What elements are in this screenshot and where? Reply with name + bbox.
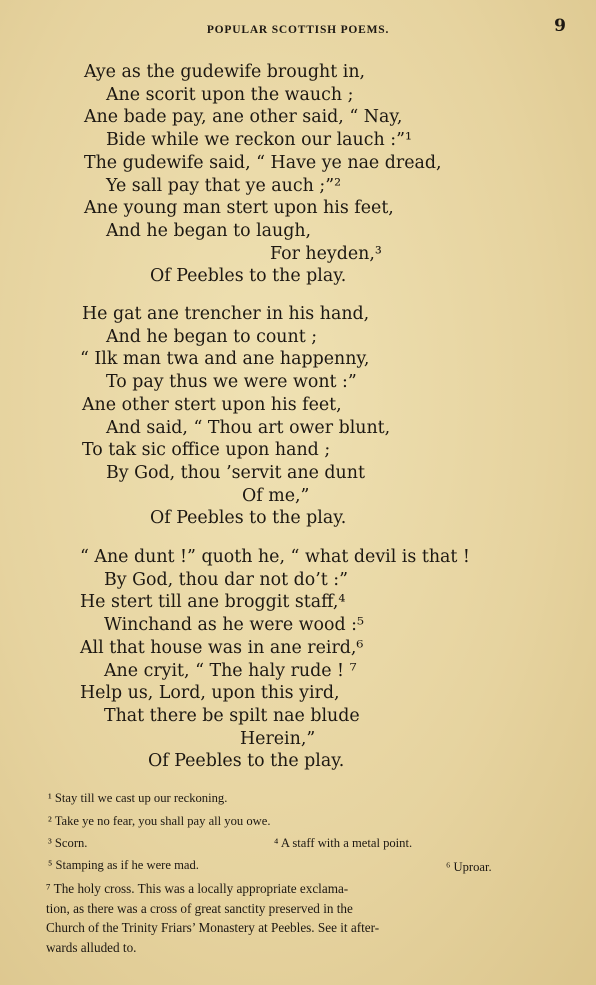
verse-line: By God, thou dar not do’t :”	[104, 569, 348, 590]
footnote-7-line: ⁷ The holy cross. This was a locally appropriate exclama-	[46, 881, 349, 896]
verse-line: By God, thou ’servit ane dunt	[106, 462, 365, 483]
verse-line: Ane scorit upon the wauch ;	[106, 84, 354, 105]
verse-line: To pay thus we were wont :”	[106, 372, 357, 393]
verse-line: For heyden,³	[270, 243, 382, 264]
verse-line: Ane bade pay, ane other said, “ Nay,	[84, 107, 403, 128]
verse-line: Bide while we reckon our lauch :”¹	[106, 130, 412, 151]
verse-line: And he began to count ;	[106, 326, 318, 347]
verse-line: And said, “ Thou art ower blunt,	[106, 417, 391, 438]
footnote-7	[46, 879, 568, 957]
verse-line: Aye as the gudewife brought in,	[84, 62, 366, 82]
footnote-4: ⁴ A staff with a metal point.	[274, 836, 413, 850]
verse-line: Ane cryit, “ The haly rude ! ⁷	[104, 660, 357, 681]
verse-line: Winchand as he were wood :⁵	[104, 615, 364, 636]
verse-line: Of me,”	[242, 485, 310, 506]
verse-line: He stert till ane broggit staff,⁴	[80, 592, 346, 613]
verse-line: To tak sic office upon hand ;	[82, 440, 331, 461]
verse-line: Of Peebles to the play.	[148, 751, 345, 772]
verse-line: Ye sall pay that ye auch ;”²	[106, 175, 342, 196]
footnote-7-line: wards alluded to.	[46, 939, 137, 955]
verse-line: The gudewife said, “ Have ye nae dread,	[84, 152, 442, 173]
verse-line: “ Ilk man twa and ane happenny,	[80, 349, 370, 370]
verse-line: Of Peebles to the play.	[150, 508, 347, 529]
footnote-7-line: tion, as there was a cross of great sanctity preserved in the	[46, 900, 353, 916]
verse-line: “ Ane dunt !” quoth he, “ what devil is that !	[80, 547, 470, 567]
verse-line: He gat ane trencher in his hand,	[82, 304, 370, 324]
running-title: POPULAR SCOTTISH POEMS.	[206, 24, 390, 36]
verse-line: Herein,”	[240, 728, 316, 749]
page-number: 9	[554, 16, 566, 36]
footnote-2: ² Take ye no fear, you shall pay all you owe.	[48, 814, 271, 828]
verse-line: Help us, Lord, upon this yird,	[80, 683, 340, 704]
footnote-1: ¹ Stay till we cast up our reckoning.	[48, 791, 228, 805]
footnote-6: ⁶ Uproar.	[446, 860, 492, 874]
footnote-7-line: Church of the Trinity Friars’ Monastery at Peebles. See it after-	[46, 920, 380, 935]
verse-line: All that house was in ane reird,⁶	[80, 637, 364, 658]
verse-line: Ane young man stert upon his feet,	[84, 198, 394, 219]
footnote-5: ⁵ Stamping as if he were mad.	[48, 858, 199, 872]
footnote-3: ³ Scorn.	[48, 836, 88, 850]
verse-line: And he began to laugh,	[106, 220, 312, 241]
verse-line: Ane other stert upon his feet,	[82, 394, 342, 415]
verse-line: Of Peebles to the play.	[150, 266, 347, 287]
verse-line: That there be spilt nae blude	[104, 705, 360, 726]
